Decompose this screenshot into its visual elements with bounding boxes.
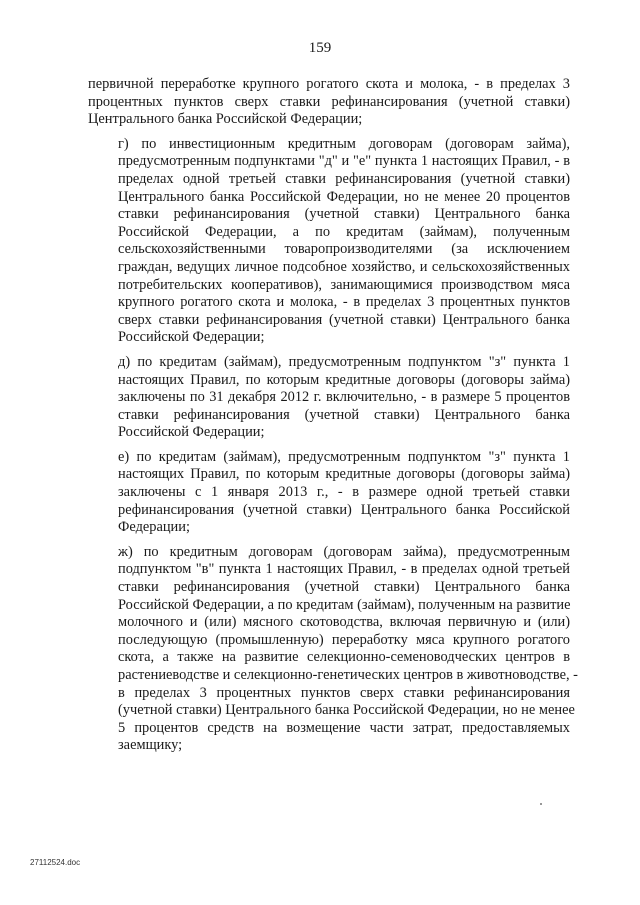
text-line: Российской Федерации, а по кредитам (займам), полученным [118, 223, 570, 240]
text-line: Центрального банка Российской Федерации; [88, 111, 363, 128]
paragraph [88, 449, 570, 537]
text-line: настоящих Правил, по которым кредитные договоры (договоры займа) [118, 466, 570, 483]
text-line: подпунктом "в" пункта 1 настоящих Правил, - в пределах одной третьей [118, 561, 570, 578]
text-line: рефинансирования (учетной ставки) Центрального банка Российской [118, 501, 570, 518]
text-line: г) по инвестиционным кредитным договорам (договорам займа), [118, 135, 570, 152]
text-line: Российской Федерации, а по кредитам (займам), полученным на развитие [118, 596, 571, 613]
text-line: ставки рефинансирования (учетной ставки) Центрального банка [118, 406, 570, 423]
text-line: ставки рефинансирования (учетной ставки) Центрального банка [118, 579, 570, 596]
text-line: сельскохозяйственными товаропроизводителями (за исключением [118, 241, 570, 258]
text-line: в пределах 3 процентных пунктов сверх ставки рефинансирования [118, 684, 570, 701]
text-line: растениеводстве и селекционно-генетических центров в животноводстве, - [118, 667, 578, 683]
text-line: предусмотренным подпунктами "д" и "е" пункта 1 настоящих Правил, - в [118, 153, 570, 170]
scan-speck [540, 803, 542, 805]
text-line: сверх ставки рефинансирования (учетной ставки) Центрального банка [118, 311, 570, 328]
paragraph [88, 76, 570, 129]
text-line: д) по кредитам (займам), предусмотренным подпунктом "з" пункта 1 [118, 353, 570, 370]
text-line: заключены по 31 декабря 2012 г. включительно, - в размере 5 процентов [118, 389, 570, 406]
text-line: ставки рефинансирования (учетной ставки) Центрального банка [118, 206, 570, 223]
text-line: настоящих Правил, по которым кредитные договоры (договоры займа) [118, 371, 570, 388]
footer-file-reference: 27112524.doc [30, 858, 81, 867]
text-line: ж) по кредитным договорам (договорам займа), предусмотренным [118, 543, 570, 560]
text-line: пределах одной третьей ставки рефинансирования (учетной ставки) [118, 170, 570, 187]
text-line: е) по кредитам (займам), предусмотренным подпунктом "з" пункта 1 [118, 448, 570, 465]
text-line: (учетной ставки) Центрального банка Российской Федерации, но не менее [118, 702, 575, 719]
document-body [88, 76, 578, 762]
text-line: граждан, ведущих личное подсобное хозяйство, и сельскохозяйственных [118, 258, 570, 275]
paragraph [88, 543, 578, 755]
text-line: молочного и (или) мясного скотоводства, включая первичную и (или) [118, 614, 570, 631]
text-line: крупного рогатого скота и молока, - в пределах 3 процентных пунктов [118, 294, 570, 311]
text-line: 5 процентов средств на возмещение части затрат, предоставляемых [118, 719, 570, 736]
text-line: первичной переработке крупного рогатого скота и молока, - в пределах 3 [88, 76, 570, 92]
text-line: заемщику; [118, 737, 183, 754]
text-line: Российской Федерации; [118, 329, 265, 346]
text-line: процентных пунктов сверх ставки рефинансирования (учетной ставки) [88, 93, 570, 110]
text-line: Центрального банка Российской Федерации, но не менее 20 процентов [118, 188, 570, 205]
paragraph [88, 136, 570, 347]
paragraph [88, 354, 570, 442]
text-line: потребительских кооперативов), занимающимися производством мяса [118, 276, 570, 293]
text-line: последующую (промышленную) переработку мяса крупного рогатого [118, 631, 570, 648]
text-line: скота, а также на развитие селекционно-семеноводческих центров в [118, 649, 570, 666]
text-line: Российской Федерации; [118, 424, 265, 441]
page-number: 159 [308, 40, 332, 56]
text-line: заключены с 1 января 2013 г., - в размере одной третьей ставки [118, 484, 570, 501]
text-line: Федерации; [118, 519, 190, 536]
